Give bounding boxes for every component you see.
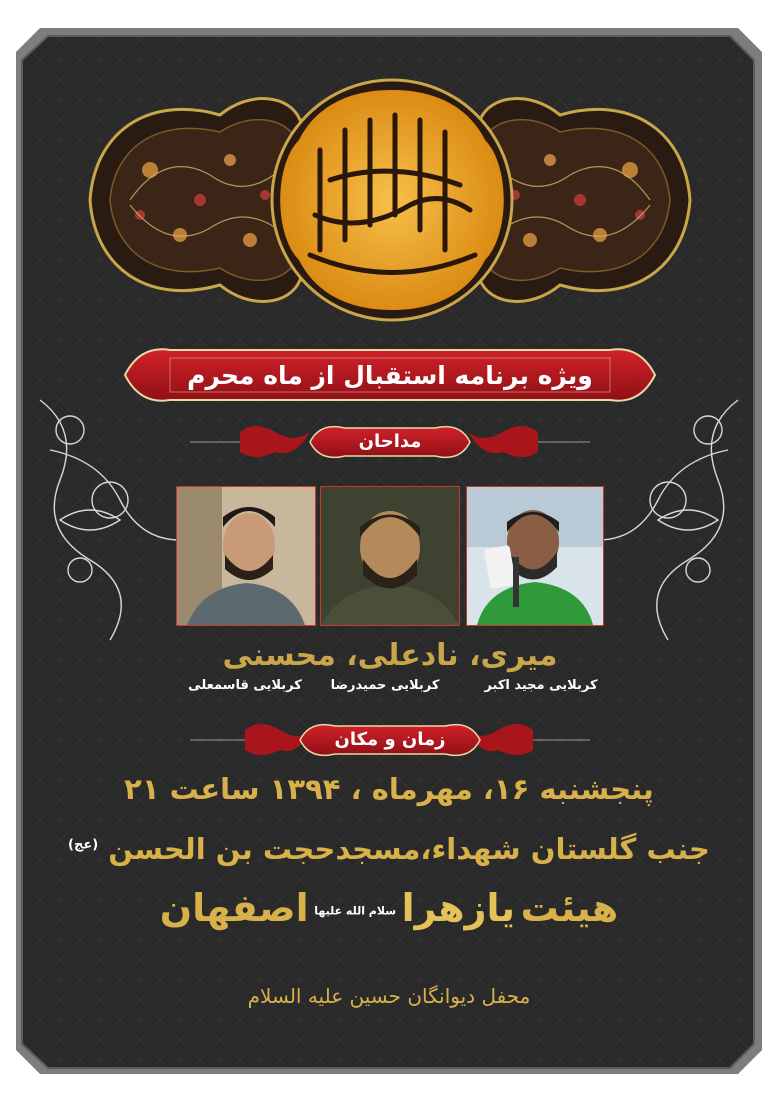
event-location — [60, 832, 718, 866]
org-prefix: هیئت — [520, 886, 619, 930]
performer-photo-2 — [320, 486, 460, 626]
org-highlight: یازهرا — [401, 886, 516, 930]
footer-sms: SMS: 100006969 — [596, 1088, 748, 1107]
gathering-line: محفل دیوانگان حسین علیه السلام — [247, 984, 531, 1008]
calligraphy-medallion — [272, 80, 512, 320]
event-datetime: پنجشنبه ۱۶، مهرماه ، ۱۳۹۴ ساعت ۲۱ — [124, 772, 654, 806]
organization-name — [100, 886, 678, 930]
performer-2-caption: کربلایی حمیدرضا — [330, 678, 440, 693]
performer-3-caption: کربلایی قاسمعلی — [188, 678, 302, 693]
performer-photo-3 — [176, 486, 316, 626]
footer-website: wWw.DarolMajanin110.IR — [14, 1088, 244, 1107]
performer-names-line: میری، نادعلی، محسنی — [222, 638, 558, 673]
org-suffix: اصفهان — [159, 886, 309, 930]
performer-photo-3-image — [177, 487, 315, 625]
org-blessing: سلام الله علیها — [314, 904, 397, 918]
performer-1-caption: کربلایی مجید اکبر — [484, 678, 598, 693]
location-note: (عج) — [68, 837, 99, 853]
performer-photo-1 — [466, 486, 604, 626]
performer-photo-1-image — [467, 487, 603, 625]
location-text: جنب گلستان شهداء،مسجدحجت بن الحسن — [108, 832, 710, 866]
time-place-label: زمان و مکان — [334, 729, 446, 750]
performer-photo-2-image — [321, 487, 459, 625]
performers-label: مداحان — [358, 431, 422, 452]
title-ribbon: ویژه برنامه استقبال از ماه محرم — [187, 361, 593, 390]
